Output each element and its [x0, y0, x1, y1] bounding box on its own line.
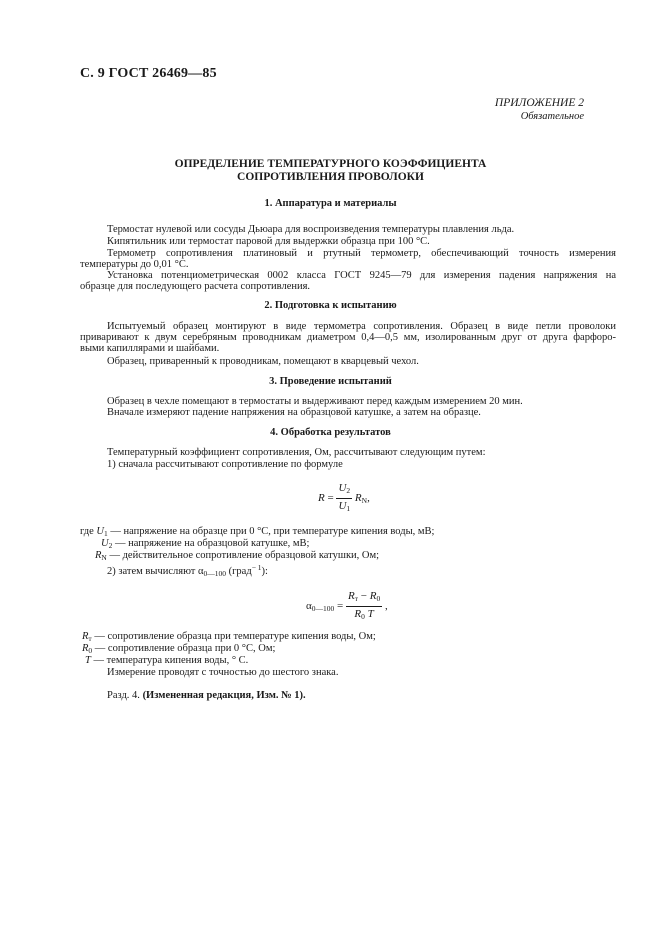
- s1-paragraph-1: Термостат нулевой или сосуды Дьюара для воспроизведения температуры плавления льда.: [107, 224, 515, 235]
- formula-resistance: R = $\frac{U2}{U1}$ RN,: [318, 482, 370, 513]
- s4-paragraph-3: 2) затем вычисляют α0—100 (град$^{- 1}$):: [107, 563, 268, 578]
- s4-paragraph-4: Измерение проводят с точностью до шестого знака.: [107, 667, 339, 678]
- section-2-heading: 2. Подготовка к испытанию: [264, 300, 397, 311]
- s3-paragraph-1: Образец в чехле помещают в термостаты и выдерживают перед каждым измерением 20 мин.: [107, 396, 523, 407]
- s1-paragraph-3-line-1: Термометр сопротивления платиновый и ртутный термометр, обеспечивающий точность измерения: [107, 248, 616, 259]
- def-u1: где U1 — напряжение на образце при 0 °С, при температуре кипения воды, мВ;: [80, 526, 435, 538]
- s2-paragraph-2: Образец, приваренный к проводникам, помещают в кварцевый чехол.: [107, 356, 419, 367]
- def-rt: Rт — сопротивление образца при температуре кипения воды, Ом;: [82, 631, 376, 643]
- page-header: С. 9 ГОСТ 26469—85: [80, 66, 217, 81]
- s1-paragraph-4-line-1: Установка потенциометрическая 0002 класса ГОСТ 9245—79 для измерения падения напряжения на: [107, 270, 616, 281]
- formula-fraction: $\frac{U2}{U1}$: [338, 482, 351, 513]
- s1-paragraph-2: Кипятильник или термостат паровой для выдержки образца при 100 °С.: [107, 236, 430, 247]
- section-4-heading: 4. Обработка результатов: [270, 427, 391, 438]
- s4-paragraph-1: Температурный коэффициент сопротивления, Ом, рассчитывают следующим путем:: [107, 447, 486, 458]
- s2-paragraph-1-line-2: приваривают к двум серебряным проводникам диаметром 0,4—0,5 мм, изолированным друг от друга фарфоро-: [80, 332, 616, 343]
- formula-coefficient: α0—100 = $\frac{Rт - R0}{R0 T}$ ,: [306, 590, 388, 621]
- appendix-title: ПРИЛОЖЕНИЕ 2: [494, 97, 584, 109]
- s1-paragraph-4-line-2: образце для последующего расчета сопротивления.: [80, 281, 311, 292]
- s2-paragraph-1-line-1: Испытуемый образец монтируют в виде термометра сопротивления. Образец в виде петли проволоки: [107, 321, 616, 332]
- section-3-heading: 3. Проведение испытаний: [269, 376, 392, 387]
- s1-paragraph-3-line-2: температуры до 0,01 °С.: [80, 259, 189, 270]
- title-line-2: СОПРОТИВЛЕНИЯ ПРОВОЛОКИ: [237, 171, 424, 183]
- formula-fraction-2: $\frac{Rт - R0}{R0 T}$: [347, 590, 381, 621]
- def-r0: R0 — сопротивление образца при 0 °С, Ом;: [82, 643, 276, 655]
- appendix-label: [495, 96, 584, 124]
- title-line-1: ОПРЕДЕЛЕНИЕ ТЕМПЕРАТУРНОГО КОЭФФИЦИЕНТА: [174, 158, 487, 170]
- s2-paragraph-1-line-3: выми капиллярами и шайбами.: [80, 343, 220, 354]
- def-rn: RN — действительное сопротивление образцовой катушки, Ом;: [95, 550, 380, 562]
- appendix-status: Обязательное: [520, 111, 584, 122]
- s4-paragraph-2: 1) сначала рассчитывают сопротивление по формуле: [107, 459, 343, 470]
- section-1-heading: 1. Аппаратура и материалы: [264, 198, 397, 209]
- def-t: T — температура кипения воды, ° С.: [85, 655, 249, 666]
- amendment-note: Разд. 4. (Измененная редакция, Изм. № 1).: [107, 690, 306, 701]
- document-title: [0, 158, 661, 184]
- def-u2: U2 — напряжение на образцовой катушке, мВ;: [101, 538, 310, 550]
- s3-paragraph-2: Вначале измеряют падение напряжения на образцовой катушке, а затем на образце.: [107, 407, 481, 418]
